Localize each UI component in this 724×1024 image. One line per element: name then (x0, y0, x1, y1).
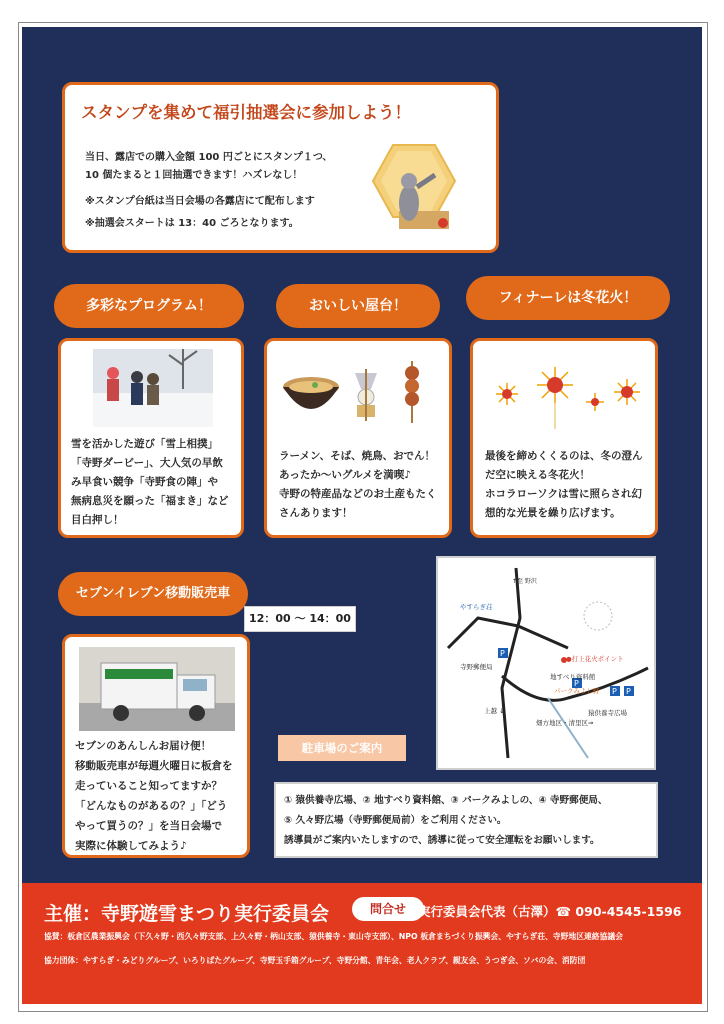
ramen-bowl-icon (281, 365, 341, 421)
program-line-2: 「寺野ダービー」、大人気の早飲 (71, 457, 223, 469)
seven-heading: セブンイレブン移動販売車 (58, 572, 248, 616)
map-label-post: 寺野郵便局 (460, 663, 493, 671)
food-line-1: ラーメン、そば、焼鳥、おでん！ (279, 450, 436, 462)
snow-festival-photo (93, 349, 213, 427)
map-label-south: 上越 ↓ (484, 707, 505, 715)
finale-card (470, 338, 658, 538)
map-label-park: パークみよし野 (554, 687, 600, 695)
svg-text:P: P (612, 687, 617, 696)
program-line-4: 無病息災を願った「福まき」など (71, 495, 229, 507)
stamp-line-1: 当日、露店での購入金額 100 円ごとにスタンプ１つ、 (85, 152, 333, 163)
parking-heading: 駐車場のご案内 (278, 735, 406, 761)
program-line-1: 雪を活かした遊び「雪上相撲」 (71, 438, 218, 450)
fireworks-icon (483, 359, 651, 431)
stamp-card (62, 82, 499, 253)
food-line-4: さんあります！ (279, 507, 353, 519)
footer (22, 883, 702, 1004)
map-label-yasuragi: やすらぎ荘 (460, 603, 493, 611)
parking-line-3: 誘導員がご案内いたしますので、誘導に従って安全運転をお願いします。 (284, 835, 600, 846)
seven-line-1: セブンのあんしんお届け便！ (75, 740, 212, 752)
stamp-line-3: ※スタンプ台紙は当日会場の各露店にて配布します (85, 196, 315, 207)
program-line-5: 目白押し！ (71, 514, 124, 526)
map-label-hata: 畑方地区・清里区⇒ (536, 719, 594, 727)
seven-card (62, 634, 250, 858)
parking-line-1: ① 猿供養寺広場、② 地すべり資料館、③ パークみよしの、④ 寺野郵便局、 (284, 795, 608, 806)
food-heading: おいしい屋台！ (276, 284, 440, 328)
program-card (58, 338, 244, 538)
finale-line-2: だ空に映える冬花火！ (485, 469, 590, 481)
oden-icon (349, 369, 383, 421)
finale-line-4: 想的な光景を繰り広げます。 (485, 507, 621, 519)
map-panel (436, 556, 656, 770)
map-label-fireworks: ●打上花火ポイント (566, 655, 624, 663)
lottery-machine-icon (369, 141, 459, 237)
program-line-3: み早食い競争「寺野食の陣」や (71, 476, 218, 488)
delivery-truck-photo (79, 647, 235, 731)
seven-line-3: 走っていること知ってますか？ (75, 780, 222, 792)
map-label-temple: 猿供養寺広場 (588, 709, 627, 717)
sponsor-line: 協賛：板倉区農業振興会（下久々野・西久々野支部、上久々野・柄山支部、猿供養寺・東山寺支部）、NPO 板倉まちづくり振興会、やすらぎ荘、寺野地区連絡協議会 (44, 932, 623, 941)
food-card (264, 338, 452, 538)
program-heading: 多彩なプログラム！ (54, 284, 244, 328)
seven-line-5: やって買うの？」を当日会場で (75, 820, 222, 832)
map-label-museum: 地すべり資料館 (550, 673, 596, 681)
svg-text:P: P (626, 687, 631, 696)
finale-heading: フィナーレは冬花火！ (466, 276, 670, 320)
finale-line-1: 最後を締めくくるのは、冬の澄ん (485, 450, 643, 462)
organizer-title: 主催：寺野遊雪まつり実行委員会 (44, 903, 330, 925)
contact-info: 実行委員会代表（古澤）☎ 090-4545-1596 (418, 904, 682, 919)
finale-line-3: ホコラローソクは雪に照らされ幻 (485, 488, 642, 500)
seven-time: 12：00 〜 14：00 (244, 606, 356, 632)
svg-text:P: P (574, 679, 579, 688)
food-line-2: あったか〜いグルメを満喫♪ (279, 469, 411, 481)
cooperator-line: 協力団体：やすらぎ・みどりグループ、いろりばたグループ、寺野玉手箱グループ、寺野分館、青年会、老人クラブ、親友会、うつぎ会、ソバの会、消防団 (44, 956, 586, 965)
stamp-line-4: ※抽選会スタートは 13：40 ごろとなります。 (85, 218, 299, 229)
food-line-3: 寺野の特産品などのお土産もたく (279, 488, 437, 500)
stamp-title: スタンプを集めて福引抽選会に参加しよう！ (81, 103, 411, 122)
svg-text:P: P (500, 649, 505, 658)
parking-line-2: ⑤ 久々野広場（寺野郵便局前）をご利用ください。 (284, 815, 507, 826)
parking-card (274, 782, 658, 858)
yakitori-icon (397, 361, 427, 423)
map-label-north: ↑至 野沢 (512, 578, 537, 585)
seven-line-6: 実際に体験してみよう♪ (75, 840, 187, 852)
stamp-line-2: 10 個たまると１回抽選できます！ハズレなし！ (85, 170, 303, 181)
seven-line-4: 「どんなものがあるの？」「どう (75, 800, 228, 812)
contact-badge: 問合せ (352, 897, 424, 921)
seven-line-2: 移動販売車が毎週火曜日に板倉を (75, 760, 233, 772)
